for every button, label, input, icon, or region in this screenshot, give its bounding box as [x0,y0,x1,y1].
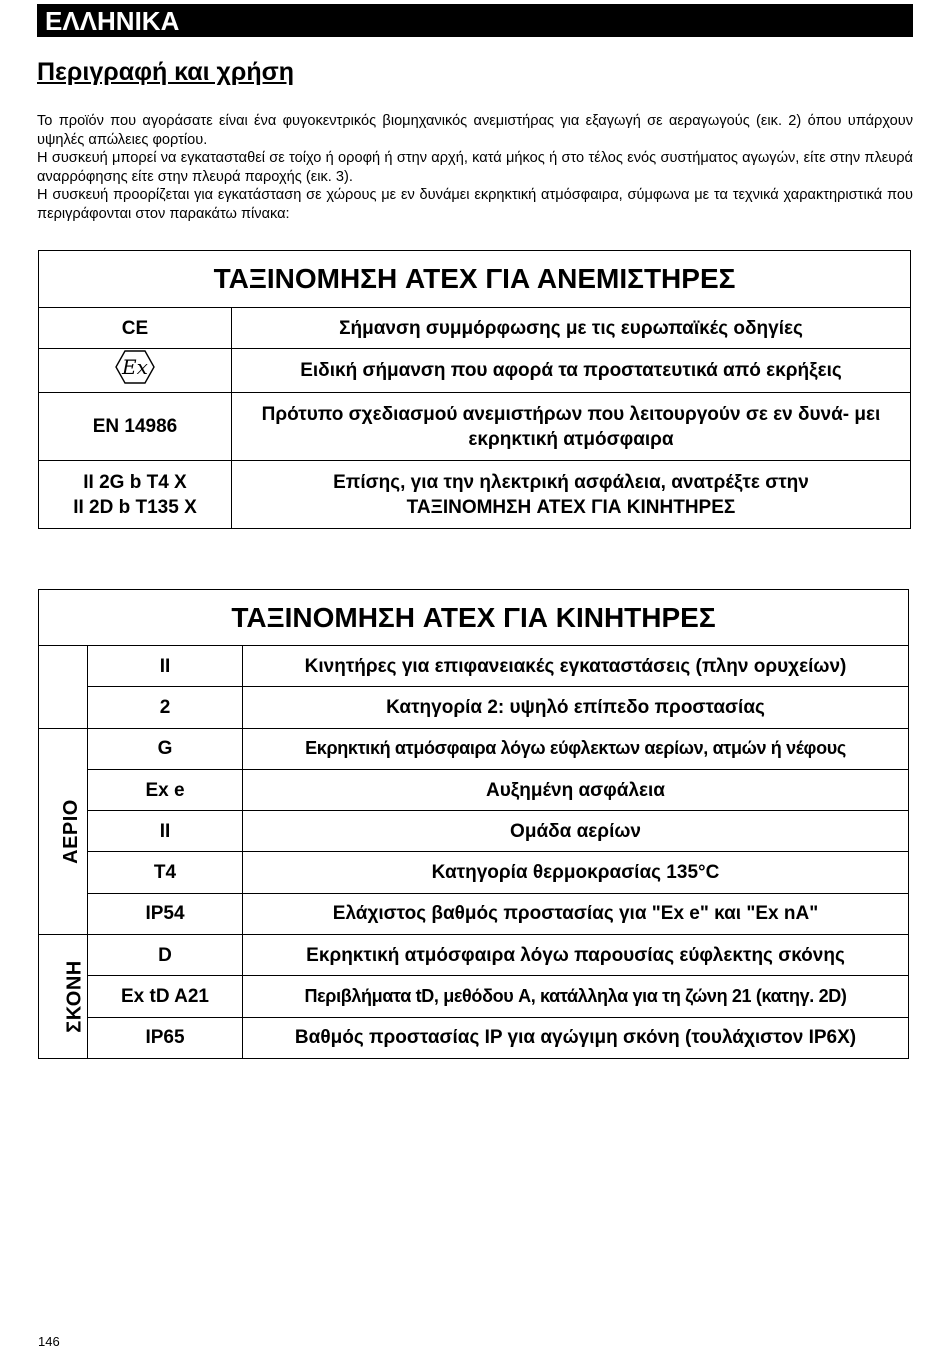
description-cell: Κινητήρες για επιφανειακές εγκαταστάσεις (πλην ορυχείων) [243,646,909,687]
code-cell: II [88,646,243,687]
description-cell: Πρότυπο σχεδιασμού ανεμιστήρων που λειτουργούν σε εν δυνά- μει εκρηκτική ατμόσφαιρα [232,393,911,461]
section-title: Περιγραφή και χρήση [37,58,295,86]
language-label: ΕΛΛΗΝΙΚΑ [45,6,180,36]
code-cell: II [88,811,243,852]
group-cell-empty [39,646,88,729]
table-row [39,1017,909,1058]
atex-motor-classification-table [38,589,909,1059]
table-row [39,646,909,687]
fan-table-title: ΤΑΞΙΝΟΜΗΣΗ ATEX ΓΙΑ ΑΝΕΜΙΣΤΗΡΕΣ [39,251,911,308]
description-cell: Εκρηκτική ατμόσφαιρα λόγω παρουσίας εύφλεκτης σκόνης [243,935,909,976]
description-line: ΤΑΞΙΝΟΜΗΣΗ ATEX ΓΙΑ ΚΙΝΗΤΗΡΕΣ [406,496,736,518]
svg-text:Ex: Ex [122,355,148,379]
code-cell: D [88,935,243,976]
code-cell: IP54 [88,893,243,934]
table-row [39,393,911,461]
marking-line: II 2D b T135 X [73,496,197,518]
description-cell: Ελάχιστος βαθμός προστασίας για "Ex e" και "Ex nA" [243,893,909,934]
description-cell: Περιβλήματα tD, μεθόδου A, κατάλληλα για τη ζώνη 21 (κατηγ. 2D) [243,976,909,1017]
marking-cell [39,461,232,529]
description-cell [232,461,911,529]
intro-text [37,112,913,223]
code-cell: T4 [88,852,243,893]
ex-hexagon-icon [114,349,156,392]
marking-cell: EN 14986 [39,393,232,461]
table-row [39,308,911,349]
code-cell: G [88,728,243,769]
code-cell: 2 [88,687,243,728]
description-cell: Ομάδα αερίων [243,811,909,852]
table-row [39,461,911,529]
table-row [39,811,909,852]
code-cell: Ex tD A21 [88,976,243,1017]
description-cell: Κατηγορία 2: υψηλό επίπεδο προστασίας [243,687,909,728]
atex-fan-classification-table [38,250,911,529]
description-cell: Κατηγορία θερμοκρασίας 135°C [243,852,909,893]
dust-group-cell [39,935,88,1059]
table-row [39,893,909,934]
intro-paragraph: Η συσκευή προορίζεται για εγκατάσταση σε χώρους με εν δυνάμει εκρηκτική ατμόσφαιρα, σύμφωνα με τα τεχνικά χαρακτηριστικά που περιγράφονται στον παρακάτω πίνακα: [37,187,913,222]
code-cell: Ex e [88,769,243,810]
intro-paragraph: Η συσκευή μπορεί να εγκατασταθεί σε τοίχο ή οροφή ή στην αρχή, κατά μήκος ή στο τέλος ενός συστήματος αγωγών, είτε στην πλευρά αναρρόφησης είτε στην πλευρά παροχής (εικ. 3). [37,150,913,185]
code-cell: IP65 [88,1017,243,1058]
dust-group-label: ΣΚΟΝΗ [63,960,86,1033]
table-row [39,852,909,893]
marking-cell [39,349,232,393]
table-row [39,349,911,393]
intro-paragraph: Το προϊόν που αγοράσατε είναι ένα φυγοκεντρικός βιομηχανικός ανεμιστήρας για εξαγωγή σε αεραγωγούς (εικ. 2) όπου υπάρχουν υψηλές απώλειες φορτίου. [37,113,913,148]
marking-line: II 2G b T4 X [83,471,187,493]
table-row [39,976,909,1017]
description-cell: Ειδική σήμανση που αφορά τα προστατευτικά από εκρήξεις [232,349,911,393]
marking-cell: CE [39,308,232,349]
gas-group-cell [39,728,88,934]
table-row [39,769,909,810]
motor-table-title: ΤΑΞΙΝΟΜΗΣΗ ATEX ΓΙΑ ΚΙΝΗΤΗΡΕΣ [39,590,909,646]
description-line: Επίσης, για την ηλεκτρική ασφάλεια, ανατρέξτε στην [333,471,809,493]
language-header [37,4,913,37]
description-cell: Βαθμός προστασίας IP για αγώγιμη σκόνη (τουλάχιστον IP6X) [243,1017,909,1058]
page-number: 146 [38,1334,60,1349]
description-cell: Σήμανση συμμόρφωσης με τις ευρωπαϊκές οδηγίες [232,308,911,349]
table-row [39,935,909,976]
gas-group-label: ΑΕΡΙΟ [59,798,82,864]
description-cell: Αυξημένη ασφάλεια [243,769,909,810]
table-row [39,728,909,769]
description-cell: Εκρηκτική ατμόσφαιρα λόγω εύφλεκτων αερίων, ατμών ή νέφους [243,728,909,769]
table-row [39,687,909,728]
